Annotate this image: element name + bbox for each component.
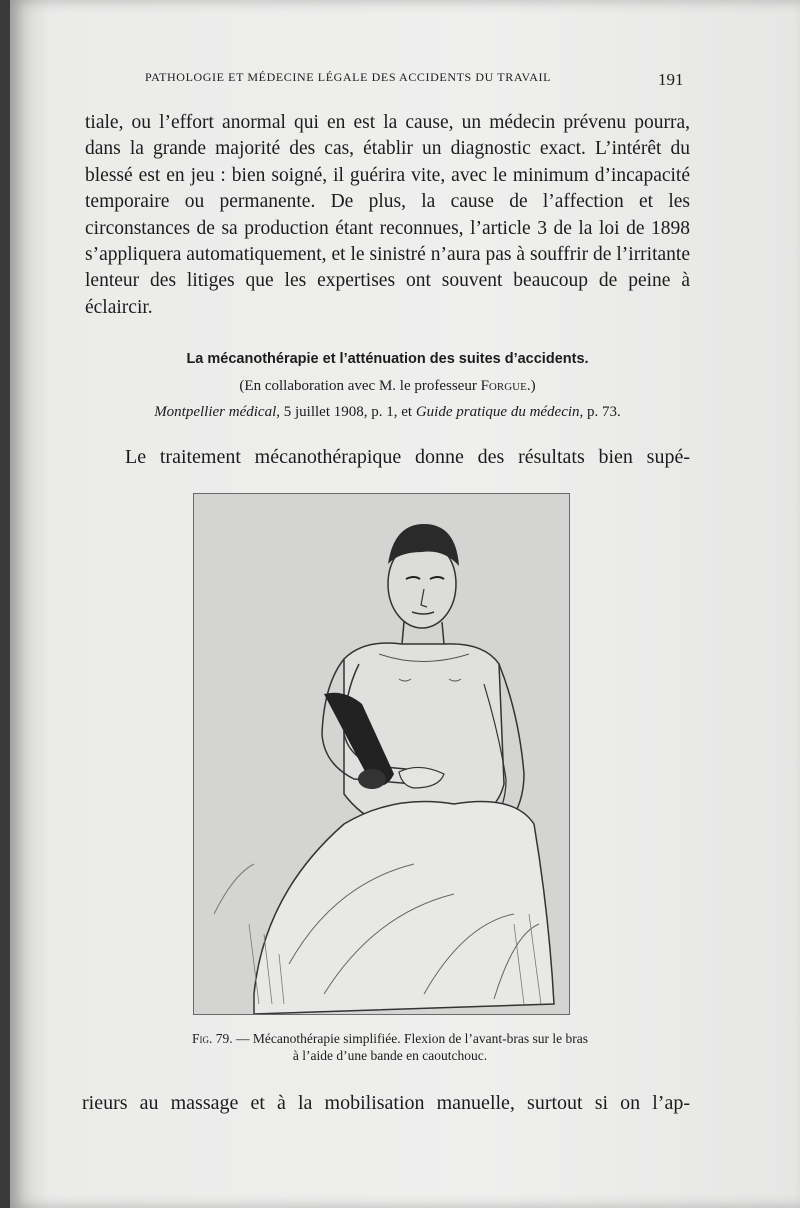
running-title: PATHOLOGIE ET MÉDECINE LÉGALE DES ACCIDENTS DU TRAVAIL xyxy=(145,70,552,84)
figure-caption xyxy=(125,1030,655,1064)
body-line: rieurs au massage et à la mobilisation manuelle, surtout si on l’ap- xyxy=(82,1092,690,1114)
body-paragraph: tiale, ou l’effort anormal qui en est la cause, un médecin prévenu pourra, dans la grande majorité des cas, établir un diagnostic exact. L’intérêt du blessé est en jeu : bien soigné, il guérira vite, avec le minimum d’incapacité temporaire ou permanente. De plus, la cause de l’affection et les circonstances de sa production étant reconnues, l’article 3 de la loi de 1898 s’appliquera automatiquement, et le sinistré n’aura pas à souffrir de l’irritante lenteur des litiges que les expertises ont souvent beaucoup de peine à éclaircir. xyxy=(85,112,690,318)
reference-end: , p. 73. xyxy=(579,404,621,420)
reference-middle: , 5 juillet 1908, p. 1, et xyxy=(276,404,416,420)
caption-text-1: — Mécanothérapie simplifiée. Flexion de l’avant-bras sur le bras xyxy=(232,1031,589,1046)
collaboration-prefix: (En collaboration avec M. le professeur xyxy=(239,378,481,394)
figure-label: Fig. 79. xyxy=(191,1031,233,1046)
guide-name: Guide pratique du médecin xyxy=(415,404,580,420)
collaboration-note xyxy=(85,378,690,395)
caption-line-2: à l’aide d’une bande en caoutchouc. xyxy=(292,1048,488,1063)
seated-man-illustration xyxy=(194,494,569,1014)
caption-line-1 xyxy=(125,1030,655,1047)
collaborator-name: Forgue xyxy=(480,378,527,394)
page-number: 191 xyxy=(658,70,684,89)
section-title: La mécanothérapie et l’atténuation des suites d’accidents. xyxy=(186,351,589,367)
body-line: Le traitement mécanothérapique donne des résultats bien supé- xyxy=(125,446,690,468)
book-page xyxy=(10,0,800,1208)
journal-name: Montpellier médical xyxy=(154,404,277,420)
publication-reference xyxy=(85,404,690,421)
collaboration-suffix: .) xyxy=(526,378,536,394)
figure-illustration xyxy=(193,493,570,1015)
